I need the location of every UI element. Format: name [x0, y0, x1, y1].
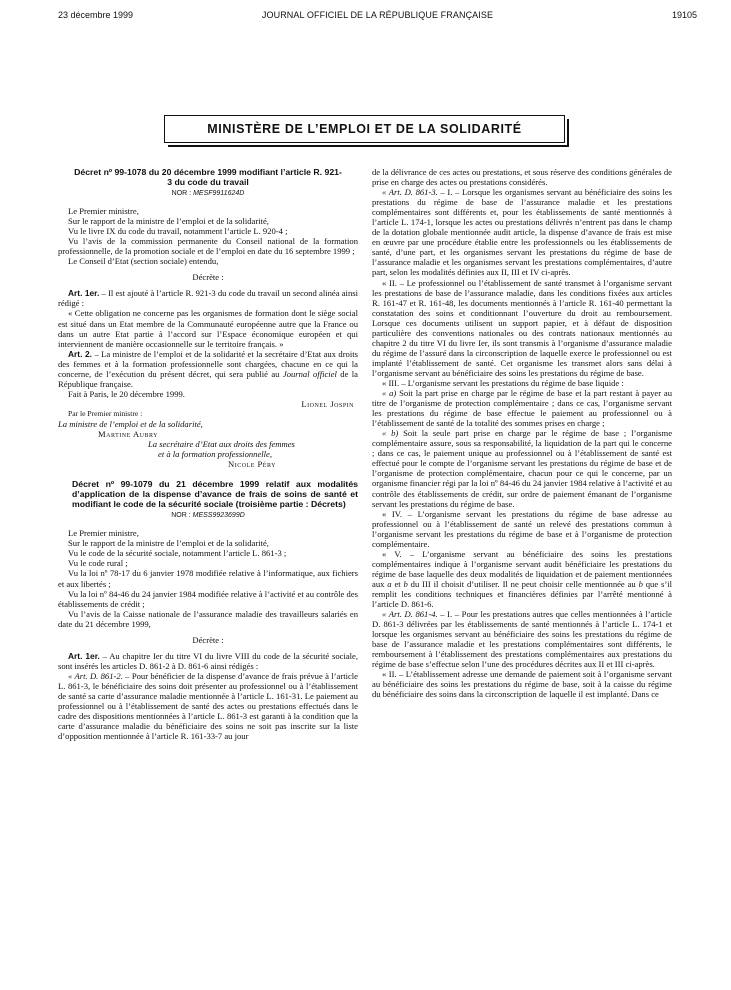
decree2-nor-label: NOR :: [171, 512, 191, 520]
col2-v-b: et: [391, 578, 404, 589]
decree1-art2-text-a: – La ministre de l’emploi et de la solidarité et la secrétaire d’Etat aux droits des femmes et à la formation professionnelle sont chargées, chacune en ce qui la concerne, de l’exécution du présent décret, qui sera publié au: [58, 348, 358, 379]
decree2-d8612-label: « Art. D. 861-2.: [68, 670, 123, 681]
col2-iv: « IV. – L’organisme servant les prestations du régime de base adresse au professionnel ou à l’établissement de santé un relevé des prestations commun à l’organisme servant les prestations du régime de base et à l’organisme de protection complémentaire.: [372, 508, 672, 549]
col2-v-a: « V. – L’organisme servant au bénéficiaire des soins les prestations complémentaires indique à l’organisme servant audit bénéficiaire les prestations du régime de base laquelle des deux modalités de liquidation et de paiement mentionnées aux: [372, 548, 672, 589]
col2-v-a-i: a: [387, 578, 392, 589]
col2-b-text: Soit la seule part prise en charge par le régime de base ; l’organisme complémentaire assure, sous sa responsabilité, la liquidation de la part qui le concerne ; dans ce cas, le paiement unique au professionnel ou à l’établissement de santé est effectué pour le compte de l’organisme servant les prestations du régime de base et de l’organisme de protection complémentaire, chacun pour ce qui le concerne, par un organisme financier régi par la loi nº 84-46 du 24 janvier 1984 relative à l’activité et au contrôle des établissements de crédit, sur ordre de paiement émanant de l’organisme servant les prestations du régime de base.: [372, 428, 673, 509]
decree2-art1-label: Art. 1er.: [68, 650, 100, 661]
decree1-title: Décret nº 99-1078 du 20 décembre 1999 modifiant l’article R. 921-3 du code du travail: [74, 167, 342, 187]
col2-v-c-i: b: [638, 578, 643, 589]
decree2-title: Décret nº 99-1079 du 21 décembre 1999 relatif aux modalités d’application de la dispense d’avance de frais de soins de santé et modifiant le code de la sécurité sociale (troisième partie : Décrets): [72, 479, 358, 510]
decree2-preamble-6: Vu l’avis de la Caisse nationale de l’assurance maladie des travailleurs salariés en date du 21 décembre 1999,: [58, 608, 358, 629]
decree1-preamble-4: Le Conseil d’Etat (section sociale) entendu,: [68, 256, 219, 267]
decree1-art1-text: – Il est ajouté à l’article R. 921-3 du code du travail un second alinéa ainsi rédigé :: [58, 288, 358, 309]
decree2-preamble-0: Le Premier ministre,: [68, 528, 139, 539]
decree2-decrete: Décrète :: [192, 634, 224, 645]
col2-d8614-text: – I. – Pour les prestations autres que celles mentionnées à l’article D. 861-3 délivrées par les établissements de santé mentionnés à l’article L. 174-1 et lorsque les organismes servant au bénéficiaire des soins les prestations du régime de base de l’assurance maladie et les prestations complémentaires sont différents, le remboursement à l’établissement des prestations complémentaires aux prestations du régime de base s’effectue selon l’une des procédures décrites aux II et III ci-après.: [372, 609, 672, 670]
decree1-article-2: [58, 349, 358, 389]
decree1-art2-label: Art. 2.: [68, 348, 93, 359]
col2-b: [372, 428, 672, 508]
decree2-d8612-text: – Pour bénéficier de la dispense d’avance de frais prévue à l’article L. 861-3, le bénéficiaire des soins doit présenter au professionnel ou à l’établissement de santé sa carte d’assurance maladie mentionnée à l’article L. 161-31. Le paiement au professionnel ou à l’établissement de santé des actes ou prestations effectués dans le cadre des dispositions mentionnées à l’article L. 861-3 est garanti à la condition que la carte d’assurance maladie du bénéficiaire des soins ne soit pas inscrite sur la liste d’opposition mentionnée à l’article R. 161-33-7 au jour: [58, 670, 358, 742]
col2-iii: « III. – L’organisme servant les prestations du régime de base liquide :: [382, 377, 624, 388]
decree2-preamble-2: Vu le code de la sécurité sociale, notamment l’article L. 861-3 ;: [68, 548, 287, 559]
decree1-secretary-title-1: La secrétaire d’Etat aux droits des femmes: [148, 439, 295, 450]
decree1-nor-label: NOR :: [171, 190, 192, 197]
decree1-nor: [58, 189, 358, 199]
col2-d8613: [372, 187, 672, 277]
decree2-art1-text: – Au chapitre Ier du titre VI du livre VIII du code de la sécurité sociale, sont insérés les articles D. 861-2 à D. 861-6 ainsi rédigés :: [58, 650, 358, 671]
header-page-number: 19105: [671, 10, 697, 20]
col2-d8613-label: « Art. D. 861-3.: [382, 187, 438, 198]
decree1-minister-name: Martine Aubry: [98, 429, 158, 440]
col2-ii2: « II. – L’établissement adresse une demande de paiement soit à l’organisme servant au bénéficiaire des soins les prestations du régime de base, soit à la caisse du régime du bénéficiaire des soins dans la circonscription de laquelle il est implanté. Dans ce: [372, 669, 672, 700]
right-column: [372, 167, 672, 699]
col2-ii: « II. – Le professionnel ou l’établissement de santé transmet à l’organisme servant les prestations de base de l’assurance maladie, dans les conditions fixées aux articles R. 161-47 et R. 161-48, les documents mentionnés à l’article R. 161-40 permettant la constatation des soins et conditionnant l’ouverture du droit au remboursement. Lorsque ces documents utilisent un support papier, et à défaut de disposition particulière des conventions nationales ou des contrats nationaux mentionnés au chapitre 2 du titre VI du livre Ier, ils sont transmis à l’organisme d’assurance maladie du régime de l’assuré dans la circonscription de laquelle exerce le professionnel ou est implanté l’établissement de santé. Cet organisme les transmet alors sans délai à l’organisme servant au bénéficiaire des soins les prestations du régime de base.: [372, 277, 672, 378]
decree1-article-1: [58, 288, 358, 308]
left-column: [58, 167, 358, 741]
decree2-nor: [58, 511, 358, 521]
col2-v-c: du III il choisit d’utiliser. Il ne peut choisir celle mentionnée au: [407, 578, 639, 589]
decree1-art2-text-c: de la République française.: [58, 368, 358, 389]
decree1-par: Par le Premier ministre :: [68, 408, 143, 418]
col2-a-label: « a): [382, 388, 397, 399]
decree2-d8612: [58, 671, 358, 741]
header-journal-title: JOURNAL OFFICIEL DE LA RÉPUBLIQUE FRANÇAISE: [261, 10, 494, 20]
decree1-preamble-2: Vu le livre IX du code du travail, notamment l’article L. 920-4 ;: [68, 226, 288, 237]
decree1-art1-label: Art. 1er.: [68, 288, 100, 299]
decree1-minister-title: La ministre de l’emploi et de la solidarité,: [58, 418, 203, 429]
col2-a: [372, 388, 672, 428]
decree2-nor-code: MESS9923699D: [192, 512, 245, 520]
col2-v-b-i: b: [403, 578, 408, 589]
col2-d8614: [372, 609, 672, 669]
decree1-preamble-0: Le Premier ministre,: [68, 206, 139, 217]
decree1-secretary-title-2: et à la formation professionnelle,: [158, 449, 273, 460]
running-header: [58, 10, 697, 24]
col2-v-d: que s’il remplit les conditions techniques et financières définies par l’arrêté mentionné à l’article D. 861-6.: [372, 578, 673, 610]
col2-b-label: « b): [382, 428, 399, 439]
decree1-secretary-name: Nicole Péry: [228, 459, 276, 470]
decree1-done: Fait à Paris, le 20 décembre 1999.: [68, 388, 185, 399]
decree1-nor-code: MESF9911624D: [193, 190, 245, 197]
decree2-preamble-5: Vu la loi nº 84-46 du 24 janvier 1984 modifiée relative à l’activité et au contrôle des établissements de crédit ;: [58, 588, 358, 609]
decree1-art2-journal: Journal officiel: [282, 368, 337, 379]
col2-d8613-text: – I. – Lorsque les organismes servant au bénéficiaire des soins les prestations du régime de base de l’assurance maladie et les prestations complémentaires sont différents et, pour les établissements de santé mentionnés à l’article L. 174-1, lorsque les actes ou prestations délivrés n’entrent pas dans le champ de la dotation globale mentionnée audit article, la dispense d’avance de frais est mise en œuvre par une procédure établie entre les professionnels ou les établissements de santé, d’une part, et les organismes servant les prestations du régime de base de l’assurance maladie et les organismes servant les prestations complémentaires, d’autre part, selon les modalités définies aux II, III et IV ci-après.: [372, 187, 672, 278]
col2-v: [372, 549, 672, 609]
decree1-preamble-3: Vu l’avis de la commission permanente du Conseil national de la formation professionnelle, de la promotion sociale et de l’emploi en date du 16 septembre 1999 ;: [58, 236, 358, 257]
col2-a-text: Soit la part prise en charge par le régime de base et la part restant à payer au titre de l’organisme de protection complémentaire ; dans ce cas, l’organisme servant les prestations du régime de base effectue le paiement au professionnel ou à l’établissement de santé de la totalité des sommes prises en charge ;: [372, 388, 672, 429]
decree2-preamble-1: Sur le rapport de la ministre de l’emploi et de la solidarité,: [68, 538, 269, 549]
col2-continuation: de la délivrance de ces actes ou prestations, et sous réserve des conditions générales de prise en charge des actes ou prestations considérés.: [372, 167, 672, 188]
header-date: 23 décembre 1999: [58, 10, 134, 20]
col2-d8614-label: « Art. D. 861-4.: [382, 609, 438, 620]
decree2-preamble-3: Vu le code rural ;: [68, 558, 128, 569]
ministry-banner: MINISTÈRE DE L’EMPLOI ET DE LA SOLIDARITÉ: [164, 115, 565, 143]
decree2-article-1: [58, 651, 358, 671]
decree1-decrete: Décrète :: [192, 272, 224, 283]
decree1-preamble-1: Sur le rapport de la ministre de l’emploi et de la solidarité,: [68, 216, 269, 227]
decree2-preamble-4: Vu la loi nº 78-17 du 6 janvier 1978 modifiée relative à l’informatique, aux fichiers et aux libertés ;: [58, 568, 358, 589]
decree1-art1-quote: « Cette obligation ne concerne pas les organismes de formation dont le siège social est situé dans un Etat membre de la Communauté européenne autre que la France ou dans un autre Etat partie à l’accord sur l’Espace économique européen et qui interviennent de manière occasionnelle sur le territoire français. »: [58, 308, 358, 349]
decree1-signer: Lionel Jospin: [301, 398, 354, 409]
